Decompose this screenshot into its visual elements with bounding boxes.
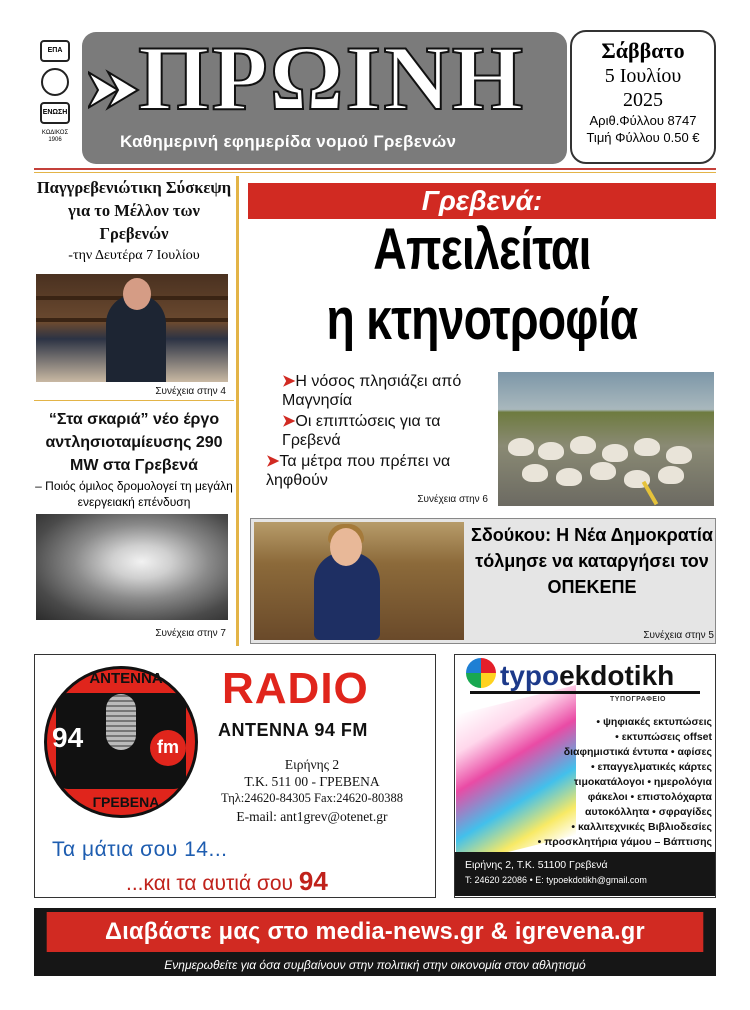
date-box — [570, 30, 716, 164]
masthead-side-icons — [34, 40, 76, 170]
radio-logo-bottom: ΓΡΕΒΕΝΑ — [92, 794, 160, 810]
website-banner[interactable]: Διαβάστε μας στο media-news.gr & igrevena.gr — [47, 912, 704, 952]
radio-address: Ειρήνης 2 — [284, 757, 340, 772]
story2-photo-tunnel — [36, 514, 228, 620]
print-shop-logo: typoekdotikh — [500, 660, 675, 691]
date-date: 5 Ιουλίου — [604, 65, 682, 87]
microphone-icon — [106, 694, 136, 750]
radio-name: ANTENNA 94 FM — [218, 720, 368, 740]
radio-email[interactable]: E-mail: ant1grev@otenet.gr — [236, 809, 388, 824]
story4-continued[interactable]: Συνέχεια στην 5 — [643, 630, 714, 641]
story2-headline[interactable]: “Στα σκαριά” νέο έργο αντλησιοταμίευσης 290 MW στα Γρεβενά — [45, 411, 223, 474]
story1-photo — [36, 274, 228, 382]
seal-icon — [41, 68, 69, 96]
epa-icon: ΕΠΑ — [40, 40, 70, 62]
date-year: 2025 — [623, 89, 663, 111]
print-shop-footer — [455, 852, 715, 896]
column-divider — [236, 176, 239, 646]
story1-subhead: -την Δευτέρα 7 Ιουλίου — [68, 248, 200, 263]
issue-number: Αριθ.Φύλλου 8747 — [589, 113, 697, 128]
radio-logo-number: 94 — [52, 722, 84, 753]
story1-headline[interactable]: Παγγρεβενιώτικη Σύσκεψη για το Μέλλον των Γρεβενών — [36, 178, 232, 243]
main-bullet: ➤Τα μέτρα που πρέπει να ληφθούν — [266, 453, 451, 489]
print-shop-logo-underline — [470, 691, 700, 694]
issue-price: Τιμή Φύλλου 0.50 € — [586, 130, 700, 145]
banner-tagline: Ενημερωθείτε για όσα συμβαίνουν στην πολιτική στην οικονομία στον αθλητισμό — [164, 958, 586, 972]
newspaper-subtitle: Καθημερινή εφημερίδα νομού Γρεβενών — [120, 132, 457, 151]
arrow-icon: ➤ — [266, 453, 280, 470]
main-kicker: Γρεβενά: — [248, 183, 716, 219]
radio-slogan2: ...και τα αυτιά σου 94 — [126, 866, 328, 896]
divider-top-gold — [34, 172, 716, 173]
service-item: αυτοκόλλητα • σφραγίδες — [585, 806, 712, 818]
print-shop-address: Ειρήνης 2, Τ.Κ. 51100 Γρεβενά — [465, 859, 608, 871]
newspaper-title: ΠΡΩΙΝΗ — [138, 27, 526, 129]
story2-continued[interactable]: Συνέχεια στην 7 — [155, 628, 226, 639]
story4-photo-parliament — [254, 522, 464, 640]
divider-left-1 — [34, 400, 234, 401]
print-shop-logo-sub: ΤΥΠΟΓΡΑΦΕΙΟ — [610, 696, 666, 703]
arrow-icon: ➤ — [282, 413, 296, 430]
arrow-icon: ➤ — [282, 373, 296, 390]
date-day: Σάββατο — [601, 38, 685, 63]
service-item: τιμοκατάλογοι • ημερολόγια — [573, 776, 712, 788]
main-bullet: ➤Η νόσος πλησιάζει από Μαγνησία — [282, 373, 462, 409]
service-item: • εκτυπώσεις offset — [615, 731, 712, 743]
service-item: • επαγγελματικές κάρτες — [590, 761, 712, 773]
divider-top — [34, 168, 716, 170]
radio-postcode: Τ.Κ. 511 00 - ΓΡΕΒΕΝΑ — [244, 774, 380, 789]
main-continued[interactable]: Συνέχεια στην 6 — [417, 494, 488, 505]
story2-subhead: – Ποιός όμιλος δρομολογεί τη μεγάλη ενεργειακή επένδυση — [35, 479, 233, 509]
story1-continued[interactable]: Συνέχεια στην 4 — [155, 386, 226, 397]
main-headline-line2[interactable]: η κτηνοτροφία — [326, 287, 638, 352]
code-label: ΚΩΔΙΚΟΣ 1906 — [41, 130, 69, 143]
union-icon: ΕΝΩΣΗ — [40, 102, 70, 124]
service-item: διαφημιστικά έντυπα • αφίσες — [563, 746, 712, 758]
service-item: • ψηφιακές εκτυπώσεις — [596, 716, 712, 728]
sheep-photo — [498, 372, 714, 506]
service-item: • καλλιτεχνικές Βιβλιοδεσίες — [571, 821, 712, 833]
radio-word: RADIO — [222, 664, 369, 713]
radio-logo-fm: fm — [150, 730, 186, 766]
radio-logo-top: ΑΝΤΕΝΝΑ — [89, 670, 163, 687]
main-headline-line1[interactable]: Απειλείται — [373, 217, 591, 282]
arrow-logo-icon — [88, 68, 140, 112]
radio-slogan1: Τα μάτια σου 14... — [52, 838, 228, 861]
service-item: • προσκλητήρια γάμου – Βάπτισης — [537, 836, 712, 848]
print-shop-contact[interactable]: Τ: 24620 22086 • E: typoekdotikh@gmail.com — [465, 875, 647, 885]
story4-headline[interactable]: Σδούκου: Η Νέα Δημοκρατία τόλμησε να καταργήσει τον ΟΠΕΚΕΠΕ — [471, 525, 713, 597]
radio-phones: Τηλ:24620-84305 Fax:24620-80388 — [221, 791, 403, 805]
main-bullet: ➤Οι επιπτώσεις για τα Γρεβενά — [282, 413, 441, 449]
service-item: φάκελοι • επιστολόχαρτα — [587, 791, 712, 803]
